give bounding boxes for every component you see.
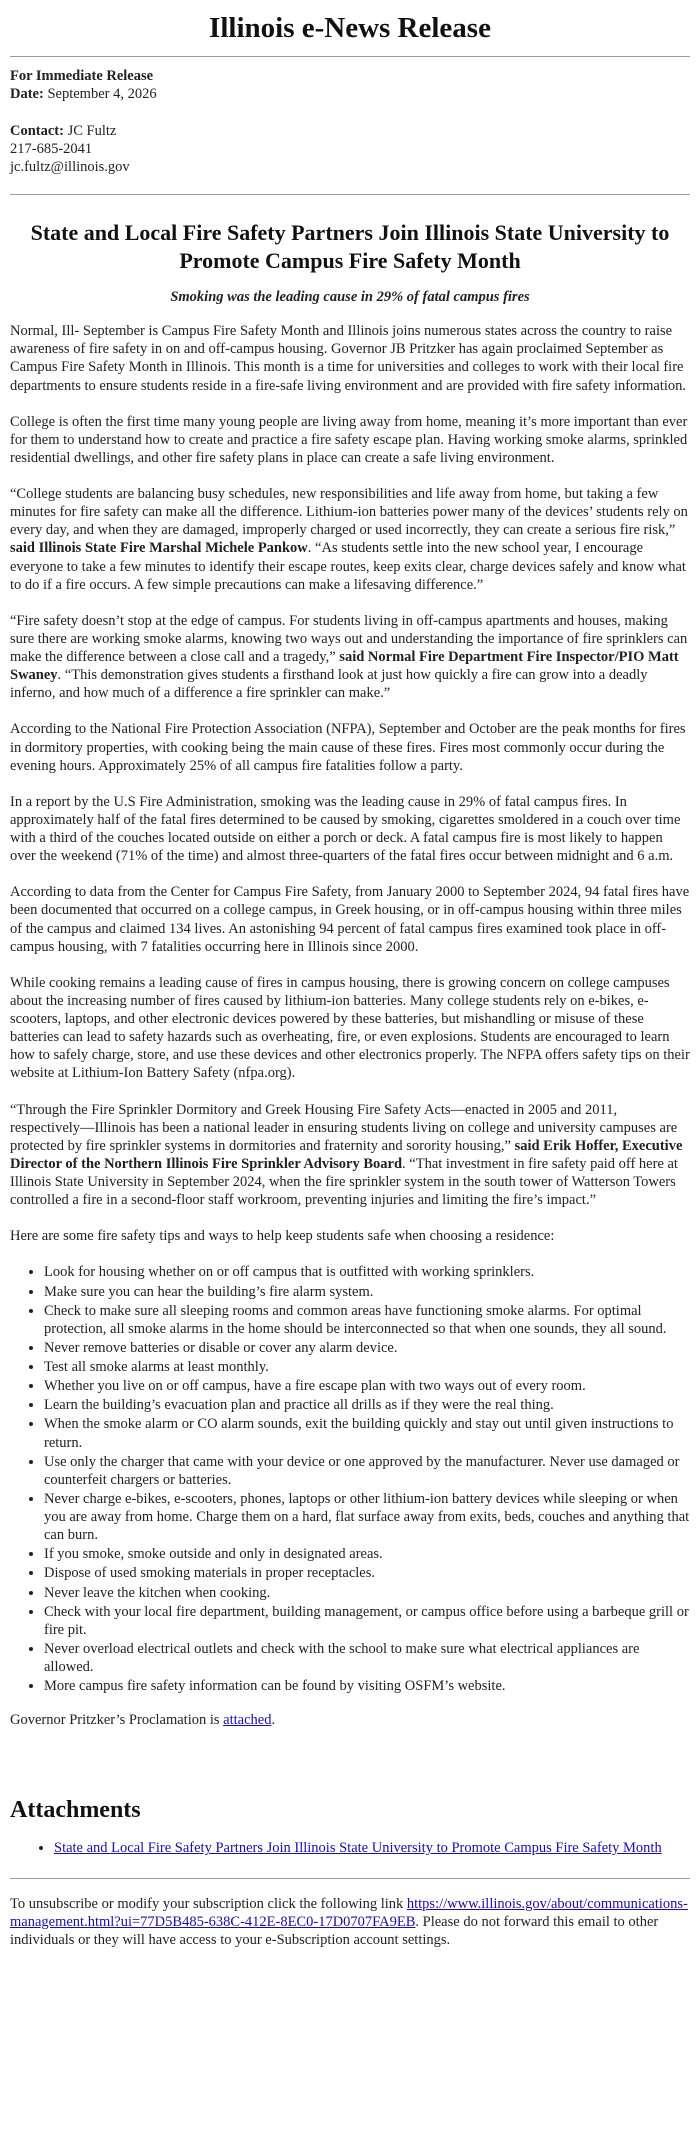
attachments-heading: Attachments (10, 1797, 141, 1824)
contact-name: JC Fultz (67, 122, 117, 139)
release-label: For Immediate Release (10, 68, 154, 85)
list-item: • When the smoke alarm or CO alarm sounds, exit the building quickly and stay out until given instructions to return. (44, 1415, 690, 1451)
list-item: • Test all smoke alarms at least monthly. (44, 1358, 690, 1376)
article-paragraph-1: Normal, Ill- September is Campus Fire Safety Month and Illinois joins numerous states across the country to raise awareness of fire safety in on and off-campus housing. Governor JB Pritzker has again proclaimed September as Campus Fire Safety Month in Illinois. This month is a time for universities and colleges to work with their local fire departments to ensure students reside in a fire-safe living environment and are provided with fire safety information. (10, 323, 687, 394)
article-paragraph-4 (10, 612, 690, 703)
quote-text: “Fire safety doesn’t stop at the edge of campus. For students living in off-campus apartments and houses, making sure there are working smoke alarms, knowing two ways out and understanding the importance of fire sprinklers can make the difference between a close call and a tragedy,” (10, 612, 688, 666)
date-value: September 4, 2026 (47, 86, 157, 103)
article-paragraph-7: According to data from the Center for Campus Fire Safety, from January 2000 to September 2024, 94 fatal fires have been documented that occurred on a college campus, in Greek housing, or in off-campus housing within three miles of the campus and claimed 134 lives. An astonishing 94 percent of fatal campus fires examined took place in off-campus housing, with 7 fatalities occurring here in Illinois since 2000. (10, 884, 690, 955)
article-paragraph-2: College is often the first time many young people are living away from home, meaning it’s more important than ever for them to understand how to create and practice a fire safety escape plan. Having working smoke alarms, sprinkled residential dwellings, and other fire safety plans in place can create a safe living environment. (10, 413, 688, 466)
proclamation-text: Governor Pritzker’s Proclamation is (10, 1712, 220, 1729)
list-item: • Learn the building’s evacuation plan and practice all drills as if they were the real thing. (44, 1396, 690, 1414)
quote-text: . “That investment in fire safety paid off here at Illinois State University in September 2024, when the fire sprinkler system in the south tower of Watterson Towers controlled a fire in a second-floor staff workroom, preventing injuries and limiting the fire’s impact.” (10, 1155, 678, 1209)
footer-divider (10, 1878, 690, 1879)
article-paragraph-6: In a report by the U.S Fire Administration, smoking was the leading cause in 29% of fatal campus fires. In approximately half of the fatal fires determined to be caused by smoking, cigarettes smoldered in a couch over time with a third of the couches located outside on either a porch or deck. A fatal campus fire is most likely to happen over the weekend (71% of the time) and almost three-quarters of the fatal fires occur between midnight and 6 a.m. (10, 793, 681, 865)
list-item: • Use only the charger that came with your device or one approved by the manufacturer. Never use damaged or counterfeit chargers or batteries. (44, 1453, 690, 1489)
meta-divider (10, 194, 690, 195)
banner-title: Illinois e-News Release (209, 12, 491, 44)
quote-text: . “This demonstration gives students a firsthand look at just how quickly a fire can grow into a deadly inferno, and how much of a difference a fire sprinkler can make.” (10, 667, 648, 702)
article-subhead: Smoking was the leading cause in 29% of fatal campus fires (170, 289, 530, 306)
unsubscribe-text: To unsubscribe or modify your subscription click the following link (10, 1895, 404, 1912)
quote-attribution: said Erik Hoffer, Executive Director of the Northern Illinois Fire Sprinkler Advisory Board (10, 1137, 683, 1172)
attachment-link[interactable]: State and Local Fire Safety Partners Join Illinois State University to Promote Campus Fire Safety Month (54, 1840, 662, 1857)
proclamation-link[interactable]: attached (223, 1712, 272, 1729)
article-paragraph-5: According to the National Fire Protection Association (NFPA), September and October are the peak months for fires in dormitory properties, with cooking being the main cause of these fires. Fires most commonly occur during the evening hours. Approximately 25% of all campus fire fatalities follow a party. (10, 721, 686, 774)
press-release-page (0, 10, 700, 1963)
unsubscribe-link[interactable]: https://www.illinois.gov/about/communications-management.html?ui=77D5B485-638C-412E-8EC0-17D0707FA9EB (10, 1895, 688, 1930)
list-item: • Dispose of used smoking materials in proper receptacles. (44, 1564, 690, 1582)
list-item: • Check with your local fire department, building management, or campus office before using a barbeque grill or fire pit. (44, 1603, 690, 1639)
list-item: • Never overload electrical outlets and check with the school to make sure what electrical appliances are allowed. (44, 1640, 690, 1676)
quote-text: “Through the Fire Sprinkler Dormitory and Greek Housing Fire Safety Acts—enacted in 2005 and 2011, respectively—Illinois has been a national leader in ensuring students living on college and university campuses are protected by fire sprinkler systems in dormitories and fraternity and sorority housing,” (10, 1101, 678, 1154)
list-item: • If you smoke, smoke outside and only in designated areas. (44, 1545, 690, 1563)
date-label: Date: (10, 86, 44, 103)
list-item: • Never leave the kitchen when cooking. (44, 1584, 690, 1602)
article-paragraph-8: While cooking remains a leading cause of fires in campus housing, there is growing concern on college campuses about the increasing number of fires caused by lithium-ion batteries. Many college students rely on e-bikes, e-scooters, laptops, and other electronic devices powered by these batteries, but mishandling or misuse of these batteries can lead to safety hazards such as overheating, fire, or even explosions. Students are encouraged to learn how to safely charge, store, and use these devices and other electronics properly. The NFPA offers safety tips on their website at Lithium-Ion Battery Safety (nfpa.org). (10, 974, 690, 1082)
banner-divider (10, 56, 690, 57)
contact-label: Contact: (10, 122, 64, 139)
article-paragraph-9 (10, 1101, 690, 1210)
quote-attribution: said Illinois State Fire Marshal Michele Pankow (10, 540, 308, 557)
quote-text: “College students are balancing busy schedules, new responsibilities and life away from home, but taking a few minutes for fire safety can make all the difference. Lithium-ion batteries power many of the devices’ students rely on every day, and when they are damaged, improperly charged or used incorrectly, they can create a serious fire risk,” (10, 486, 688, 539)
footer-notice: . Please do not forward this email to other individuals or they will have access to your e-Subscription account settings. (10, 1913, 659, 1948)
release-meta (10, 67, 690, 176)
list-item: • Whether you live on or off campus, have a fire escape plan with two ways out of every room. (44, 1377, 690, 1395)
tips-intro: Here are some fire safety tips and ways to help keep students safe when choosing a residence: (10, 1228, 555, 1245)
article-headline: State and Local Fire Safety Partners Join Illinois State University to Promote Campus Fire Safety Month (30, 219, 670, 274)
list-item: • Never remove batteries or disable or cover any alarm device. (44, 1339, 690, 1357)
contact-phone: 217-685-2041 (10, 140, 93, 157)
safety-tips-list (10, 1263, 690, 1695)
attachment-item (54, 1839, 690, 1857)
contact-email: jc.fultz@illinois.gov (10, 158, 130, 175)
attachments-list (10, 1839, 690, 1857)
list-item: • Make sure you can hear the building’s fire alarm system. (44, 1283, 690, 1301)
list-item: • Check to make sure all sleeping rooms and common areas have functioning smoke alarms. For optimal protection, all smoke alarms in the home should be interconnected so that when one sounds, they all sound. (44, 1302, 690, 1338)
proclamation-line (10, 1711, 690, 1729)
quote-attribution: said Normal Fire Department Fire Inspector/PIO Matt Swaney (10, 649, 679, 684)
proclamation-period: . (271, 1712, 276, 1729)
article-paragraph-3 (10, 485, 690, 594)
list-item: • Look for housing whether on or off campus that is outfitted with working sprinklers. (44, 1263, 690, 1281)
quote-text: . “As students settle into the new school year, I encourage everyone to take a few minutes to identify their escape routes, keep exits clear, charge devices safely and know what to do if a fire occurs. A few simple precautions can make a lifesaving difference.” (10, 540, 686, 593)
list-item: • More campus fire safety information can be found by visiting OSFM’s website. (44, 1677, 690, 1695)
footer (10, 1889, 690, 1949)
list-item: • Never charge e-bikes, e-scooters, phones, laptops or other lithium-ion battery devices while sleeping or when you are away from home. Charge them on a hard, flat surface away from exits, beds, couches and anything that can burn. (44, 1490, 690, 1544)
